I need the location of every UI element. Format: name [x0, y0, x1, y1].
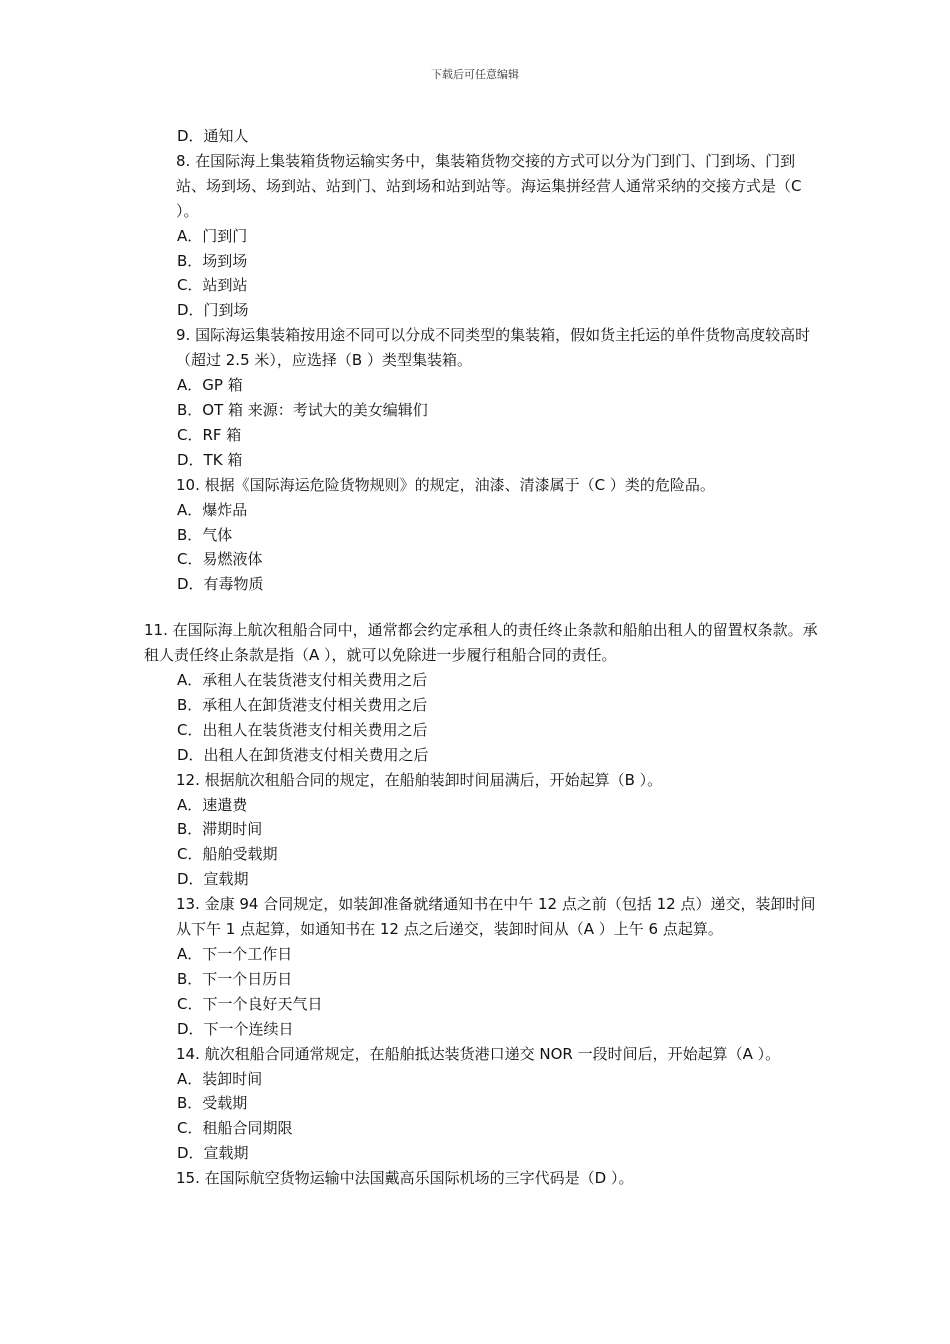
- question-14-stem: 14. 航次租船合同通常规定，在船舶抵达装货港口递交 NOR 一段时间后，开始起算（A ）。: [176, 1044, 781, 1063]
- q10-option-a: A．爆炸品: [177, 500, 248, 519]
- q13-option-b: B．下一个日历日: [177, 969, 293, 988]
- q14-option-b: B．受载期: [177, 1094, 248, 1113]
- question-10-stem: 10. 根据《国际海运危险货物规则》的规定，油漆、清漆属于（C ）类的危险品。: [176, 475, 715, 494]
- q10-option-d: D．有毒物质: [177, 575, 264, 594]
- q8-option-d: D．门到场: [177, 301, 249, 320]
- q7-option-d: D．通知人: [177, 127, 249, 145]
- question-11-stem: 11. 在国际海上航次租船合同中，通常都会约定承租人的责任终止条款和船舶出租人的留置权条款。承租人责任终止条款是指（A ），就可以免除进一步履行租船合同的责任。: [144, 621, 818, 665]
- question-12-stem: 12. 根据航次租船合同的规定，在船舶装卸时间届满后，开始起算（B ）。: [176, 770, 663, 789]
- blank-line: [144, 597, 820, 618]
- q8-option-a: A．门到门: [177, 226, 248, 245]
- q9-option-d: D．TK 箱: [177, 450, 243, 469]
- q14-option-c: C．租船合同期限: [177, 1119, 293, 1138]
- question-13-stem: 13. 金康 94 合同规定，如装卸准备就绪通知书在中午 12 点之前（包括 12 点）递交，装卸时间从下午 1 点起算，如通知书在 12 点之后递交，装卸时间从（A ）上午 6 点起算。: [176, 895, 816, 939]
- q14-option-d: D．宣载期: [177, 1144, 249, 1163]
- page-header: 下载后可任意编辑: [431, 68, 519, 81]
- q10-option-b: B．气体: [177, 525, 233, 544]
- q14-option-a: A．装卸时间: [177, 1069, 263, 1088]
- q13-option-d: D．下一个连续日: [177, 1019, 294, 1038]
- q9-option-b: B．OT 箱 来源：考试大的美女编辑们: [177, 400, 428, 419]
- q10-option-c: C．易燃液体: [177, 550, 263, 569]
- q12-option-b: B．滞期时间: [177, 820, 263, 839]
- question-15-stem: 15. 在国际航空货物运输中法国戴高乐国际机场的三字代码是（D ）。: [176, 1169, 634, 1188]
- q12-option-d: D．宣载期: [177, 870, 249, 889]
- q9-option-a: A．GP 箱: [177, 376, 243, 395]
- q12-option-a: A．速遣费: [177, 795, 248, 814]
- q8-option-c: C．站到站: [177, 276, 248, 295]
- q9-option-c: C．RF 箱: [177, 425, 242, 444]
- q11-option-c: C．出租人在装货港支付相关费用之后: [177, 720, 428, 739]
- question-8-stem: 8. 在国际海上集装箱货物运输实务中，集装箱货物交接的方式可以分为门到门、门到场、门到站、场到场、场到站、站到门、站到场和站到站等。海运集拼经营人通常采纳的交接方式是（C ）。: [176, 151, 802, 220]
- q11-option-a: A．承租人在装货港支付相关费用之后: [177, 671, 428, 690]
- q11-option-b: B．承租人在卸货港支付相关费用之后: [177, 695, 428, 714]
- q13-option-a: A．下一个工作日: [177, 945, 293, 963]
- question-9-stem: 9. 国际海运集装箱按用途不同可以分成不同类型的集装箱，假如货主托运的单件货物高度较高时（超过 2.5 米），应选择（B ）类型集装箱。: [176, 326, 811, 370]
- q11-option-d: D．出租人在卸货港支付相关费用之后: [177, 745, 429, 764]
- q13-option-c: C．下一个良好天气日: [177, 994, 323, 1013]
- q12-option-c: C．船舶受载期: [177, 845, 278, 864]
- q8-option-b: B．场到场: [177, 251, 248, 270]
- document-body: [144, 124, 820, 1191]
